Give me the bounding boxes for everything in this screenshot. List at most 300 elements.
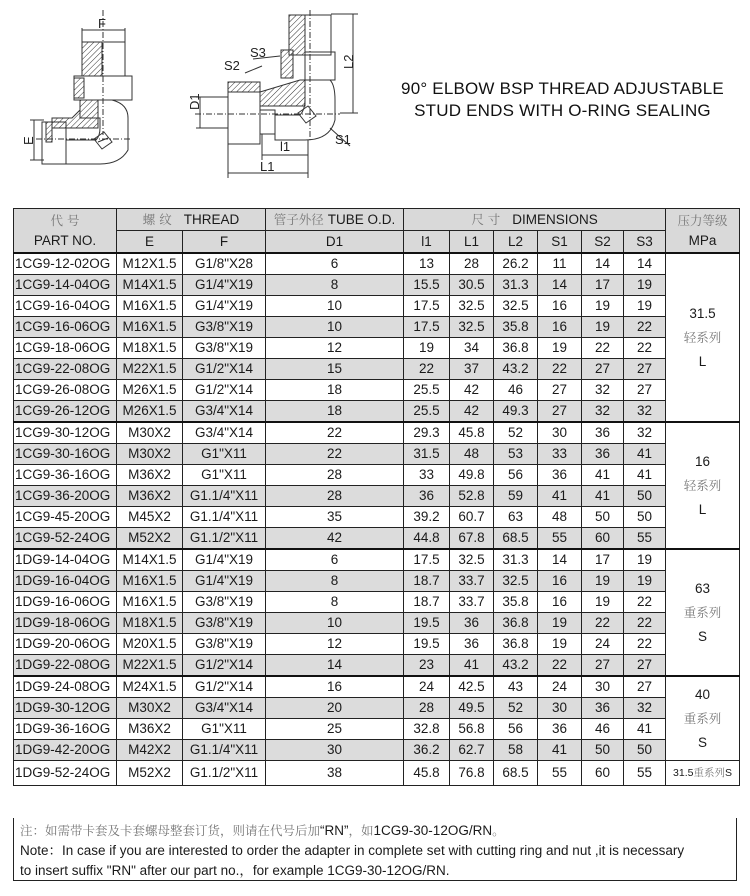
value-cell: 50 [582,507,624,528]
part-number-cell: 1CG9-36-20OG [14,486,117,507]
value-cell: 17 [582,275,624,296]
value-cell: 22 [624,317,666,338]
value-cell: 28 [404,698,450,719]
value-cell: 50 [582,740,624,761]
part-number-cell: 1CG9-18-06OG [14,338,117,359]
value-cell: 32 [624,401,666,423]
series-name: 轻系列 [683,329,722,345]
header-S1: S1 [538,231,582,254]
value-cell: 16 [266,676,404,698]
table-row [14,296,740,317]
value-cell: G1.1/2"X11 [183,761,266,786]
value-cell: 17.5 [404,549,450,571]
value-cell: 35.8 [494,592,538,613]
value-cell: 24 [404,676,450,698]
page-title [375,78,750,122]
value-cell: 10 [266,317,404,338]
value-cell: 25 [266,719,404,740]
value-cell: 36 [450,634,494,655]
value-cell: G1/2"X14 [183,359,266,380]
pressure-value: 16 [695,453,711,469]
value-cell: 32 [582,380,624,401]
value-cell: 42 [450,401,494,423]
value-cell: 41 [624,444,666,465]
value-cell: M42X2 [117,740,183,761]
value-cell: 41 [450,655,494,677]
value-cell: G3/8"X19 [183,592,266,613]
value-cell: 45.8 [450,422,494,444]
header-E: E [117,231,183,254]
value-cell: 67.8 [450,528,494,550]
header-L2: L2 [494,231,538,254]
value-cell: 19 [582,592,624,613]
value-cell: 19 [538,634,582,655]
value-cell: 32 [624,698,666,719]
part-number-cell: 1CG9-22-08OG [14,359,117,380]
table-row [14,380,740,401]
header-S3: S3 [624,231,666,254]
value-cell: 22 [538,359,582,380]
series-code: S [724,767,732,779]
value-cell: 14 [538,275,582,296]
value-cell: M16X1.5 [117,571,183,592]
value-cell: 29.3 [404,422,450,444]
value-cell: M24X1.5 [117,676,183,698]
table-row [14,655,740,677]
value-cell: M26X1.5 [117,380,183,401]
value-cell: 55 [538,761,582,786]
pressure-rating-cell [666,761,740,786]
value-cell: 32.8 [404,719,450,740]
value-cell: 33.7 [450,592,494,613]
header-part-no: 代 号 PART NO. [14,209,117,254]
value-cell: 36 [582,698,624,719]
row-group [14,549,740,676]
table-row [14,465,740,486]
row-group [14,761,740,786]
value-cell: 56 [494,465,538,486]
value-cell: 30.5 [450,275,494,296]
value-cell: G1.1/4"X11 [183,507,266,528]
value-cell: M30X2 [117,444,183,465]
value-cell: 46 [494,380,538,401]
value-cell: 46 [582,719,624,740]
pressure-rating-cell [666,549,740,676]
value-cell: 27 [624,380,666,401]
series-code: S [698,628,708,644]
table-row [14,486,740,507]
value-cell: M22X1.5 [117,359,183,380]
value-cell: M16X1.5 [117,592,183,613]
value-cell: 19 [582,571,624,592]
table-row [14,528,740,550]
value-cell: M30X2 [117,422,183,444]
value-cell: 26.2 [494,253,538,275]
value-cell: 25.5 [404,401,450,423]
value-cell: 6 [266,253,404,275]
value-cell: 6 [266,549,404,571]
label-l1: l1 [280,139,291,154]
value-cell: G3/4"X14 [183,698,266,719]
part-number-cell: 1DG9-16-04OG [14,571,117,592]
value-cell: 41 [582,486,624,507]
table-row [14,571,740,592]
value-cell: 15.5 [404,275,450,296]
value-cell: 19.5 [404,634,450,655]
value-cell: G1/4"X19 [183,549,266,571]
value-cell: M18X1.5 [117,613,183,634]
value-cell: 41 [582,465,624,486]
value-cell: 20 [266,698,404,719]
value-cell: 36.2 [404,740,450,761]
table-row [14,549,740,571]
value-cell: 18.7 [404,592,450,613]
value-cell: M20X1.5 [117,634,183,655]
value-cell: 22 [624,338,666,359]
value-cell: 14 [624,253,666,275]
table-row [14,444,740,465]
value-cell: M16X1.5 [117,296,183,317]
value-cell: 15 [266,359,404,380]
value-cell: 56.8 [450,719,494,740]
value-cell: G3/4"X14 [183,401,266,423]
part-number-cell: 1DG9-22-08OG [14,655,117,677]
pressure-value: 40 [695,686,711,702]
value-cell: G3/8"X19 [183,613,266,634]
value-cell: 48 [538,507,582,528]
value-cell: 36.8 [494,613,538,634]
part-number-cell: 1DG9-30-12OG [14,698,117,719]
value-cell: 19 [582,317,624,338]
value-cell: 41 [538,486,582,507]
value-cell: 27 [624,655,666,677]
header-L1: L1 [450,231,494,254]
label-S1: S1 [335,132,351,147]
value-cell: G1"X11 [183,465,266,486]
table-row [14,275,740,296]
value-cell: M45X2 [117,507,183,528]
table-row [14,359,740,380]
value-cell: 19 [582,296,624,317]
value-cell: 30 [538,422,582,444]
dimensions-table [13,208,740,786]
value-cell: 32.5 [450,296,494,317]
note-english-line-1: Note：In case if you are interested to order the adapter in complete set with cutting ring and nut ,it is necessary [20,843,685,858]
value-cell: M14X1.5 [117,549,183,571]
value-cell: 22 [538,655,582,677]
value-cell: 19 [624,275,666,296]
table-row [14,592,740,613]
value-cell: 22 [404,359,450,380]
pressure-value: 31.5 [689,305,716,321]
value-cell: 30 [266,740,404,761]
value-cell: 19 [404,338,450,359]
value-cell: 48 [450,444,494,465]
value-cell: 17.5 [404,296,450,317]
pressure-value: 31.5 [673,767,694,779]
value-cell: 8 [266,275,404,296]
part-number-cell: 1DG9-42-20OG [14,740,117,761]
header-thread: 螺 纹 THREAD [117,209,266,231]
part-number-cell: 1CG9-26-12OG [14,401,117,423]
label-L1: L1 [260,159,275,174]
value-cell: 12 [266,634,404,655]
value-cell: 30 [538,698,582,719]
table-row [14,719,740,740]
table-row [14,698,740,719]
value-cell: 44.8 [404,528,450,550]
value-cell: 33 [538,444,582,465]
part-number-cell: 1CG9-52-24OG [14,528,117,550]
value-cell: 16 [538,571,582,592]
value-cell: 41 [624,465,666,486]
value-cell: 33 [404,465,450,486]
value-cell: M12X1.5 [117,253,183,275]
value-cell: G1/2"X14 [183,655,266,677]
table-row [14,613,740,634]
value-cell: 43.2 [494,359,538,380]
value-cell: 60.7 [450,507,494,528]
value-cell: 16 [538,317,582,338]
part-number-cell: 1CG9-45-20OG [14,507,117,528]
value-cell: 52.8 [450,486,494,507]
part-number-cell: 1CG9-16-06OG [14,317,117,338]
value-cell: 31.5 [404,444,450,465]
part-number-cell: 1CG9-16-04OG [14,296,117,317]
value-cell: 14 [538,549,582,571]
value-cell: G3/8"X19 [183,634,266,655]
value-cell: 52 [494,422,538,444]
part-number-cell: 1CG9-30-16OG [14,444,117,465]
series-code: L [698,501,707,517]
header-D1: D1 [266,231,404,254]
series-name: 轻系列 [683,477,722,493]
value-cell: M30X2 [117,698,183,719]
value-cell: 39.2 [404,507,450,528]
value-cell: 27 [582,655,624,677]
value-cell: 32.5 [494,296,538,317]
header-S2: S2 [582,231,624,254]
value-cell: G1/4"X19 [183,571,266,592]
value-cell: 55 [538,528,582,550]
value-cell: 43.2 [494,655,538,677]
value-cell: 10 [266,613,404,634]
part-number-cell: 1CG9-30-12OG [14,422,117,444]
value-cell: 25.5 [404,380,450,401]
table-row [14,338,740,359]
value-cell: 18 [266,401,404,423]
table-row [14,422,740,444]
value-cell: 27 [538,380,582,401]
header-pressure: 压力等级 MPa [666,209,740,254]
value-cell: 58 [494,740,538,761]
table-row [14,401,740,423]
label-D1: D1 [187,93,202,110]
value-cell: 16 [538,296,582,317]
value-cell: G1/2"X14 [183,380,266,401]
table-row [14,317,740,338]
label-L2: L2 [341,54,356,69]
value-cell: 19 [624,571,666,592]
note-chinese: 注：如需带卡套及卡套螺母整套订货，则请在代号后加“RN”，如1CG9-30-12OG/RN。 [20,823,505,838]
label-E: E [21,136,36,145]
value-cell: 52 [494,698,538,719]
value-cell: 49.5 [450,698,494,719]
left-elbow-view [30,10,132,164]
value-cell: 28 [266,486,404,507]
value-cell: 22 [624,613,666,634]
value-cell: 36.8 [494,338,538,359]
value-cell: 50 [624,486,666,507]
header-l1: l1 [404,231,450,254]
label-F: F [98,16,106,31]
elbow-fitting-drawing [0,0,380,200]
part-number-cell: 1CG9-36-16OG [14,465,117,486]
value-cell: G1.1/4"X11 [183,486,266,507]
value-cell: G1/2"X14 [183,676,266,698]
pressure-rating-cell [666,422,740,549]
value-cell: 18.7 [404,571,450,592]
note-english-line-2: to insert suffix "RN" after our part no.，for example 1CG9-30-12OG/RN. [20,863,450,878]
series-name: 重系列 [693,767,725,779]
value-cell: 32 [582,401,624,423]
table-row [14,761,740,786]
value-cell: 59 [494,486,538,507]
label-S3: S3 [250,45,266,60]
value-cell: 28 [266,465,404,486]
value-cell: 49.8 [450,465,494,486]
value-cell: 23 [404,655,450,677]
value-cell: 24 [582,634,624,655]
value-cell: M36X2 [117,465,183,486]
value-cell: 13 [404,253,450,275]
part-number-cell: 1DG9-52-24OG [14,761,117,786]
value-cell: 32 [624,422,666,444]
value-cell: G3/4"X14 [183,422,266,444]
row-group [14,422,740,549]
part-number-cell: 1CG9-26-08OG [14,380,117,401]
value-cell: 11 [538,253,582,275]
value-cell: 8 [266,592,404,613]
value-cell: 22 [266,422,404,444]
value-cell: 33.7 [450,571,494,592]
value-cell: M26X1.5 [117,401,183,423]
value-cell: 55 [624,761,666,786]
value-cell: 43 [494,676,538,698]
value-cell: 35.8 [494,317,538,338]
value-cell: 30 [582,676,624,698]
value-cell: M18X1.5 [117,338,183,359]
table-row [14,676,740,698]
value-cell: 17.5 [404,317,450,338]
pressure-rating-cell [666,253,740,422]
value-cell: 19 [538,338,582,359]
value-cell: 22 [582,338,624,359]
order-note [13,818,737,881]
value-cell: 31.3 [494,549,538,571]
value-cell: 55 [624,528,666,550]
value-cell: 53 [494,444,538,465]
value-cell: M36X2 [117,719,183,740]
part-number-cell: 1CG9-12-02OG [14,253,117,275]
value-cell: 14 [582,253,624,275]
value-cell: 60 [582,528,624,550]
value-cell: 27 [624,676,666,698]
value-cell: 28 [450,253,494,275]
table-row [14,634,740,655]
value-cell: 62.7 [450,740,494,761]
value-cell: 68.5 [494,761,538,786]
value-cell: 27 [582,359,624,380]
value-cell: 50 [624,507,666,528]
value-cell: 19 [538,613,582,634]
value-cell: 22 [266,444,404,465]
part-number-cell: 1DG9-18-06OG [14,613,117,634]
value-cell: G1/8"X28 [183,253,266,275]
value-cell: 41 [538,740,582,761]
table-row [14,740,740,761]
value-cell: 19 [624,296,666,317]
value-cell: 42 [450,380,494,401]
value-cell: M16X1.5 [117,317,183,338]
value-cell: 49.3 [494,401,538,423]
value-cell: G3/8"X19 [183,338,266,359]
value-cell: 36.8 [494,634,538,655]
value-cell: 19 [624,549,666,571]
value-cell: 17 [582,549,624,571]
value-cell: 60 [582,761,624,786]
value-cell: 27 [624,359,666,380]
series-name: 重系列 [683,604,722,620]
value-cell: 10 [266,296,404,317]
header-dimensions: 尺 寸 DIMENSIONS [404,209,666,231]
value-cell: G1/4"X19 [183,296,266,317]
value-cell: 32.5 [450,317,494,338]
value-cell: 38 [266,761,404,786]
part-number-cell: 1CG9-14-04OG [14,275,117,296]
row-group [14,676,740,761]
value-cell: 36 [404,486,450,507]
value-cell: 32.5 [494,571,538,592]
header-F: F [183,231,266,254]
part-number-cell: 1DG9-36-16OG [14,719,117,740]
table-header [14,209,740,254]
value-cell: M36X2 [117,486,183,507]
value-cell: 14 [266,655,404,677]
series-name: 重系列 [683,710,722,726]
series-code: S [698,734,708,750]
value-cell: 35 [266,507,404,528]
value-cell: G3/8"X19 [183,317,266,338]
value-cell: 22 [582,613,624,634]
row-group [14,253,740,422]
value-cell: 63 [494,507,538,528]
table-row [14,253,740,275]
value-cell: 42.5 [450,676,494,698]
value-cell: M14X1.5 [117,275,183,296]
value-cell: 36 [538,719,582,740]
value-cell: M52X2 [117,528,183,550]
value-cell: 22 [624,634,666,655]
value-cell: 8 [266,571,404,592]
pressure-value: 63 [695,580,711,596]
value-cell: 24 [538,676,582,698]
value-cell: M22X1.5 [117,655,183,677]
title-line-2: STUD ENDS WITH O-RING SEALING [414,101,711,120]
series-code: L [698,353,707,369]
header-tube-od: 管子外径 TUBE O.D. [266,209,404,231]
value-cell: 50 [624,740,666,761]
